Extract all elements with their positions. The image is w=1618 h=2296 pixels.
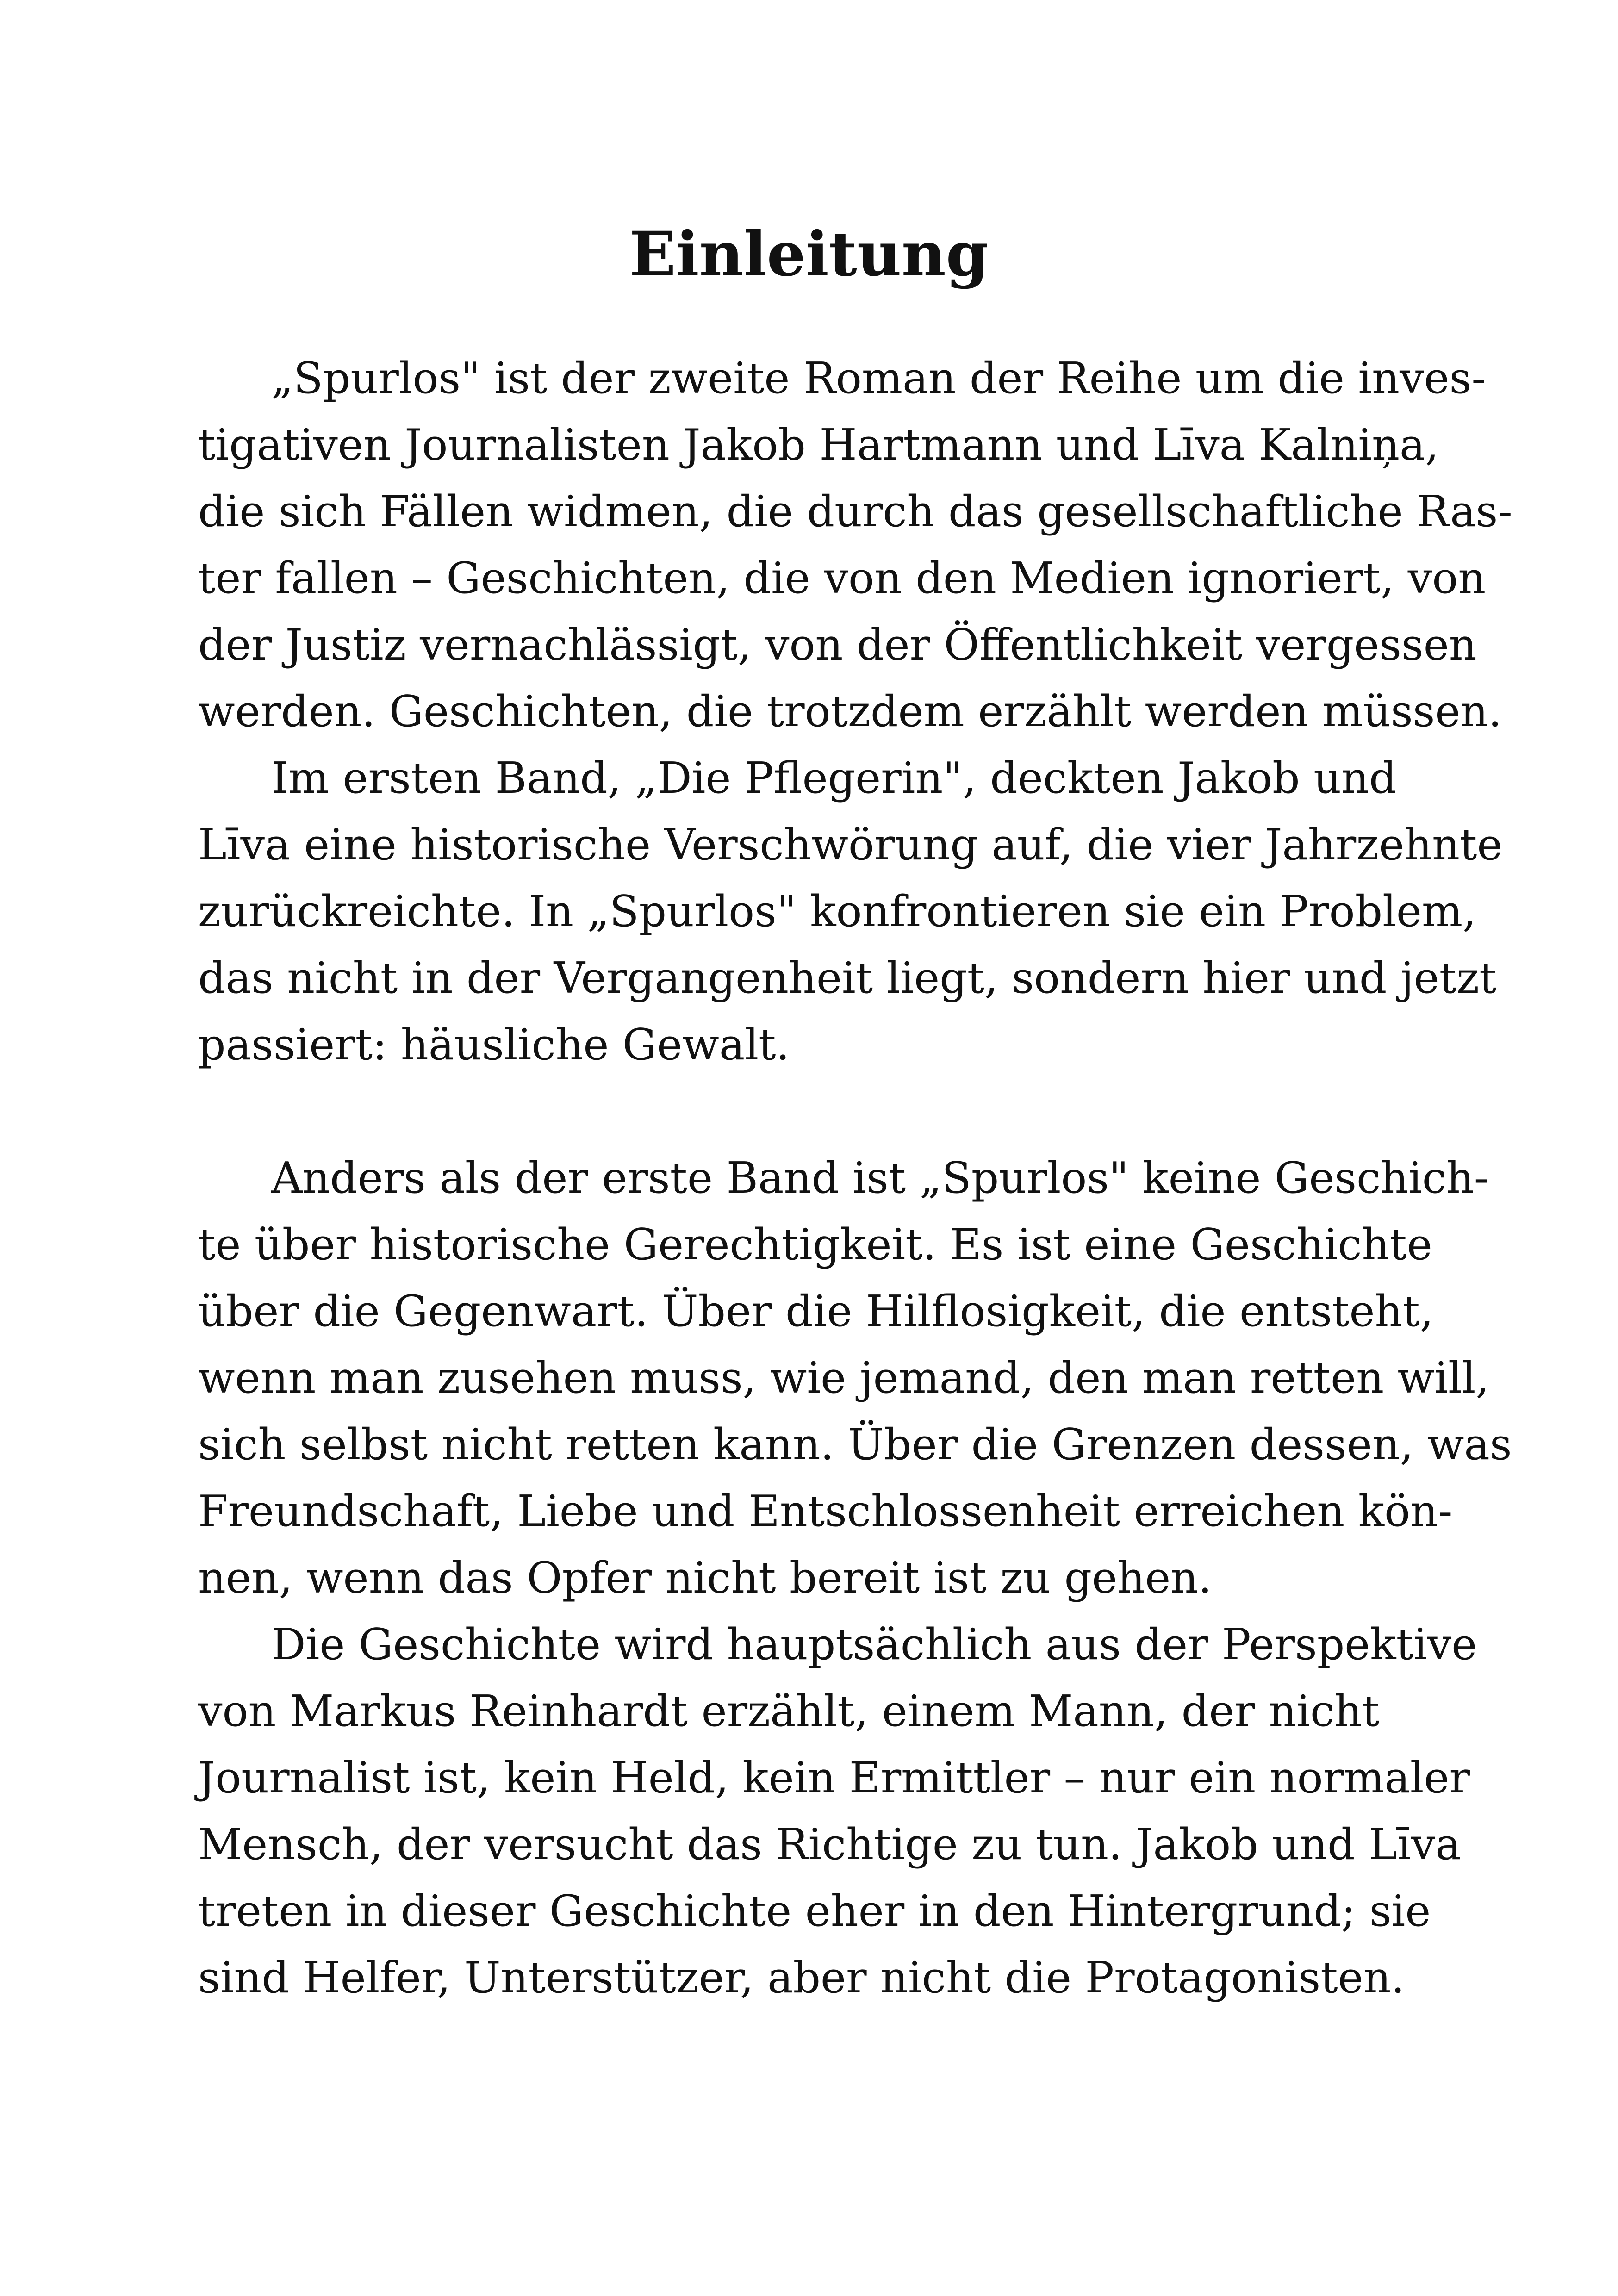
text-line: Mensch, der versucht das Richtige zu tun. Jakob und Līva bbox=[198, 1819, 1461, 1869]
text-line: treten in dieser Geschichte eher in den Hintergrund; sie bbox=[198, 1886, 1431, 1936]
text-line: passiert: häusliche Gewalt. bbox=[198, 1020, 790, 1070]
text-line: über die Gegenwart. Über die Hilflosigkeit, die entsteht, bbox=[198, 1286, 1434, 1336]
text-line: sind Helfer, Unterstützer, aber nicht die Protagonisten. bbox=[198, 1953, 1405, 2003]
paragraph-gap bbox=[198, 1078, 1452, 1145]
text-line: ter fallen – Geschichten, die von den Medien ignoriert, von bbox=[198, 553, 1486, 603]
text-line: Journalist ist, kein Held, kein Ermittler – nur ein normaler bbox=[198, 1753, 1470, 1803]
text-line: nen, wenn das Opfer nicht bereit ist zu gehen. bbox=[198, 1553, 1212, 1603]
text-line: wenn man zusehen muss, wie jemand, den man retten will, bbox=[198, 1353, 1490, 1403]
text-line: Die Geschichte wird hauptsächlich aus der Perspektive bbox=[271, 1619, 1477, 1669]
text-line: die sich Fällen widmen, die durch das gesellschaftliche Ras- bbox=[198, 486, 1512, 536]
text-line: der Justiz vernachlässigt, von der Öffentlichkeit vergessen bbox=[198, 620, 1477, 670]
body-text bbox=[198, 345, 1512, 2011]
text-line: Līva eine historische Verschwörung auf, die vier Jahrzehnte bbox=[198, 820, 1503, 870]
text-line: te über historische Gerechtigkeit. Es ist eine Geschichte bbox=[198, 1220, 1432, 1269]
text-line: Im ersten Band, „Die Pflegerin", deckten Jakob und bbox=[271, 753, 1397, 803]
text-line: sich selbst nicht retten kann. Über die Grenzen dessen, was bbox=[198, 1419, 1512, 1469]
page-title: Einleitung bbox=[629, 218, 989, 290]
text-line: Freundschaft, Liebe und Entschlossenheit erreichen kön- bbox=[198, 1486, 1453, 1536]
text-line: Anders als der erste Band ist „Spurlos" keine Geschich- bbox=[271, 1153, 1489, 1203]
text-line: tigativen Journalisten Jakob Hartmann und Līva Kalniņa, bbox=[198, 420, 1439, 470]
text-line: „Spurlos" ist der zweite Roman der Reihe um die inves- bbox=[271, 353, 1486, 403]
text-line: das nicht in der Vergangenheit liegt, sondern hier und jetzt bbox=[198, 953, 1497, 1003]
text-line: werden. Geschichten, die trotzdem erzählt werden müssen. bbox=[198, 686, 1502, 736]
text-line: von Markus Reinhardt erzählt, einem Mann, der nicht bbox=[198, 1686, 1380, 1736]
text-line: zurückreichte. In „Spurlos" konfrontieren sie ein Problem, bbox=[198, 886, 1476, 936]
